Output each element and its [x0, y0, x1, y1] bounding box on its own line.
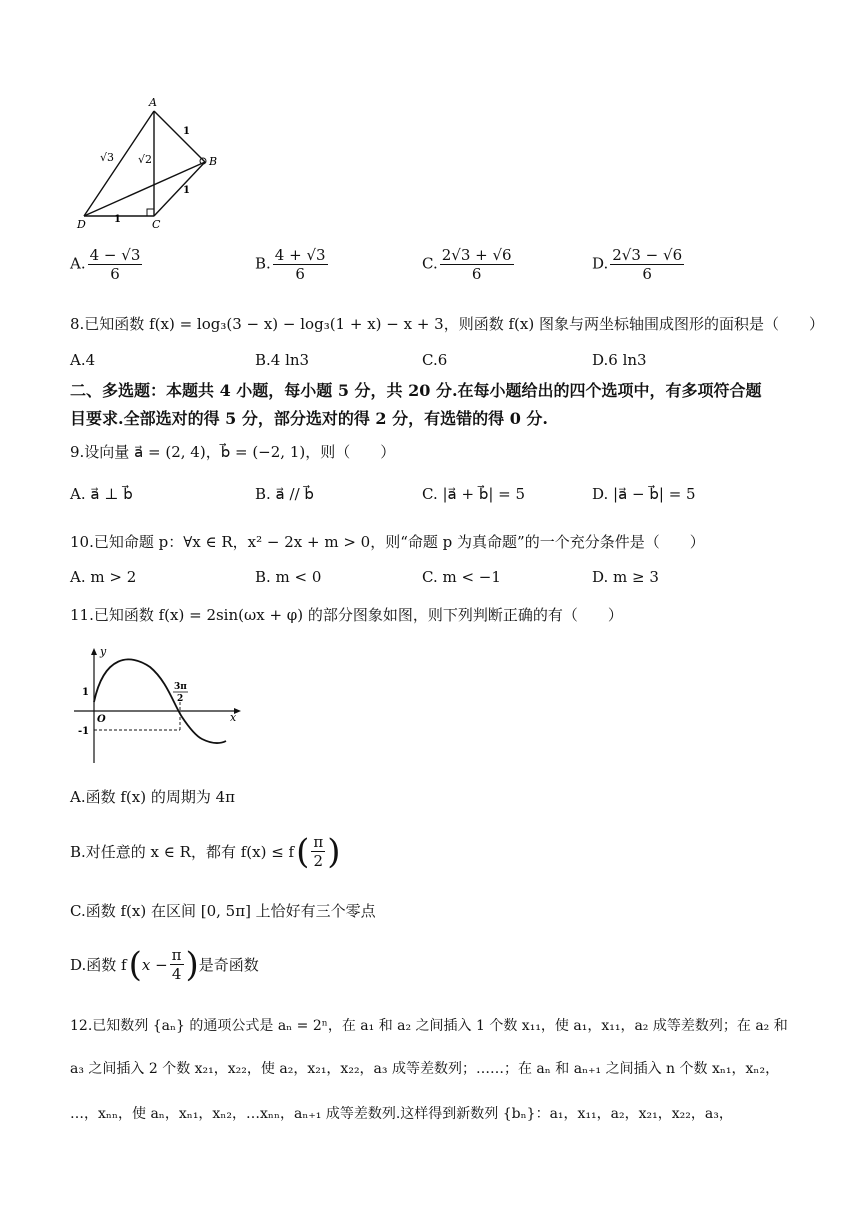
- q7-option-d[interactable]: [592, 246, 686, 283]
- fraction-denominator: 2: [313, 852, 324, 870]
- tick-label-x-den: 2: [177, 694, 184, 704]
- edge-ad-label: √3: [100, 151, 115, 164]
- sine-curve: [94, 659, 226, 743]
- q10-option-d[interactable]: D. m ≥ 3: [592, 568, 659, 586]
- vertex-d-label: D: [77, 218, 86, 230]
- fraction: [440, 246, 514, 283]
- option-suffix: 是奇函数: [198, 956, 259, 974]
- fraction: [311, 833, 325, 870]
- q7-option-b[interactable]: [255, 246, 330, 283]
- origin-label: O: [97, 714, 106, 725]
- tick-label-neg1: -1: [78, 726, 90, 737]
- q11-option-b[interactable]: [70, 833, 340, 870]
- q9-option-a[interactable]: A. a⃗ ⊥ b⃗: [70, 485, 133, 503]
- q8-option-c[interactable]: C.6: [422, 351, 448, 369]
- q11-stem: 11.已知函数 f(x) = 2sin(ωx + φ) 的部分图象如图，则下列判断正确的有（ ）: [70, 606, 623, 624]
- section2-header-line2: 目要求.全部选对的得 5 分，部分选对的得 2 分，有选错的得 0 分.: [70, 409, 548, 428]
- left-paren: (: [128, 944, 142, 985]
- q10-option-b[interactable]: B. m < 0: [255, 568, 322, 586]
- fraction-denominator: 6: [471, 265, 482, 283]
- vertex-a-label: A: [149, 96, 157, 109]
- fraction: [88, 246, 143, 283]
- fraction: [273, 246, 328, 283]
- q10-option-c[interactable]: C. m < −1: [422, 568, 501, 586]
- q11-option-d[interactable]: [70, 946, 259, 983]
- option-prefix: C.: [422, 254, 438, 273]
- q9-stem: 9.设向量 a⃗ = (2, 4)，b⃗ = (−2, 1)，则（ ）: [70, 443, 396, 461]
- option-text: B.对任意的 x ∈ R，都有 f(x) ≤ f: [70, 843, 295, 861]
- q10-stem: 10.已知命题 p：∀x ∈ R，x² − 2x + m > 0，则“命题 p 为真命题”的一个充分条件是（ ）: [70, 533, 705, 551]
- y-axis-label: y: [100, 645, 107, 658]
- q12-line3: …，xₙₙ，使 aₙ，xₙ₁，xₙ₂，…xₙₙ，aₙ₊₁ 成等差数列.这样得到新数列 {bₙ}：a₁，x₁₁，a₂，x₂₁，x₂₂，a₃，: [70, 1106, 733, 1122]
- right-paren: ): [327, 831, 341, 872]
- tick-label-x-num: 3π: [174, 682, 187, 692]
- q8-option-a[interactable]: A.4: [70, 351, 96, 369]
- x-axis-label: x: [230, 711, 237, 724]
- option-prefix: D.: [592, 254, 609, 273]
- edge-ab-label: 1: [183, 126, 190, 137]
- q10-option-a[interactable]: A. m > 2: [70, 568, 137, 586]
- fraction-numerator: 4 + √3: [274, 246, 326, 264]
- fraction-numerator: 4 − √3: [89, 246, 141, 264]
- fraction: [170, 946, 184, 983]
- expression-text: x −: [141, 955, 168, 974]
- fraction-denominator: 6: [295, 265, 305, 283]
- q8-option-b[interactable]: B.4 ln3: [255, 351, 310, 369]
- sine-graph: [70, 645, 250, 767]
- option-prefix: B.: [255, 254, 271, 273]
- fraction-denominator: 6: [110, 265, 120, 283]
- fraction-numerator: π: [171, 946, 182, 964]
- q9-option-d[interactable]: D. |a⃗ − b⃗| = 5: [592, 485, 696, 503]
- q11-option-a[interactable]: A.函数 f(x) 的周期为 4π: [70, 788, 236, 806]
- left-paren: (: [296, 831, 310, 872]
- fraction: [610, 246, 684, 283]
- tick-label-1: 1: [82, 687, 89, 698]
- q9-option-c[interactable]: C. |a⃗ + b⃗| = 5: [422, 485, 526, 503]
- fraction-numerator: π: [313, 833, 324, 851]
- fraction-denominator: 6: [642, 265, 652, 283]
- fraction-denominator: 4: [171, 965, 182, 983]
- right-paren: ): [185, 944, 199, 985]
- option-prefix: A.: [70, 254, 86, 273]
- q7-option-c[interactable]: [422, 246, 516, 283]
- vertex-c-label: C: [152, 218, 161, 230]
- edge-bc-label: 1: [183, 185, 190, 196]
- q8-option-d[interactable]: D.6 ln3: [592, 351, 647, 369]
- edge-ac-label: √2: [138, 153, 153, 166]
- q11-option-c[interactable]: C.函数 f(x) 在区间 [0, 5π] 上恰好有三个零点: [70, 902, 376, 920]
- section2-header-line1: 二、多选题：本题共 4 小题，每小题 5 分，共 20 分.在每小题给出的四个选项中，有多项符合题: [70, 381, 762, 400]
- fraction-numerator: 2√3 + √6: [441, 246, 512, 264]
- q12-line2: a₃ 之间插入 2 个数 x₂₁，x₂₂，使 a₂，x₂₁，x₂₂，a₃ 成等差数列；……；在 aₙ 和 aₙ₊₁ 之间插入 n 个数 xₙ₁，xₙ₂，: [70, 1061, 780, 1077]
- q8-stem: 8.已知函数 f(x) = log₃(3 − x) − log₃(1 + x) − x + 3，则函数 f(x) 图象与两坐标轴围成图形的面积是（ ）: [70, 315, 824, 333]
- vertex-b-label: B: [209, 155, 218, 168]
- q12-line1: 12.已知数列 {aₙ} 的通项公式是 aₙ = 2ⁿ，在 a₁ 和 a₂ 之间插入 1 个数 x₁₁，使 a₁，x₁₁，a₂ 成等差数列；在 a₂ 和: [70, 1018, 788, 1034]
- q9-option-b[interactable]: B. a⃗ // b⃗: [255, 485, 314, 503]
- edge-dc-label: 1: [114, 214, 121, 225]
- q7-option-a[interactable]: [70, 246, 144, 283]
- fraction-numerator: 2√3 − √6: [612, 246, 683, 264]
- triangle-figure: [70, 95, 230, 230]
- option-text: D.函数 f: [70, 956, 127, 974]
